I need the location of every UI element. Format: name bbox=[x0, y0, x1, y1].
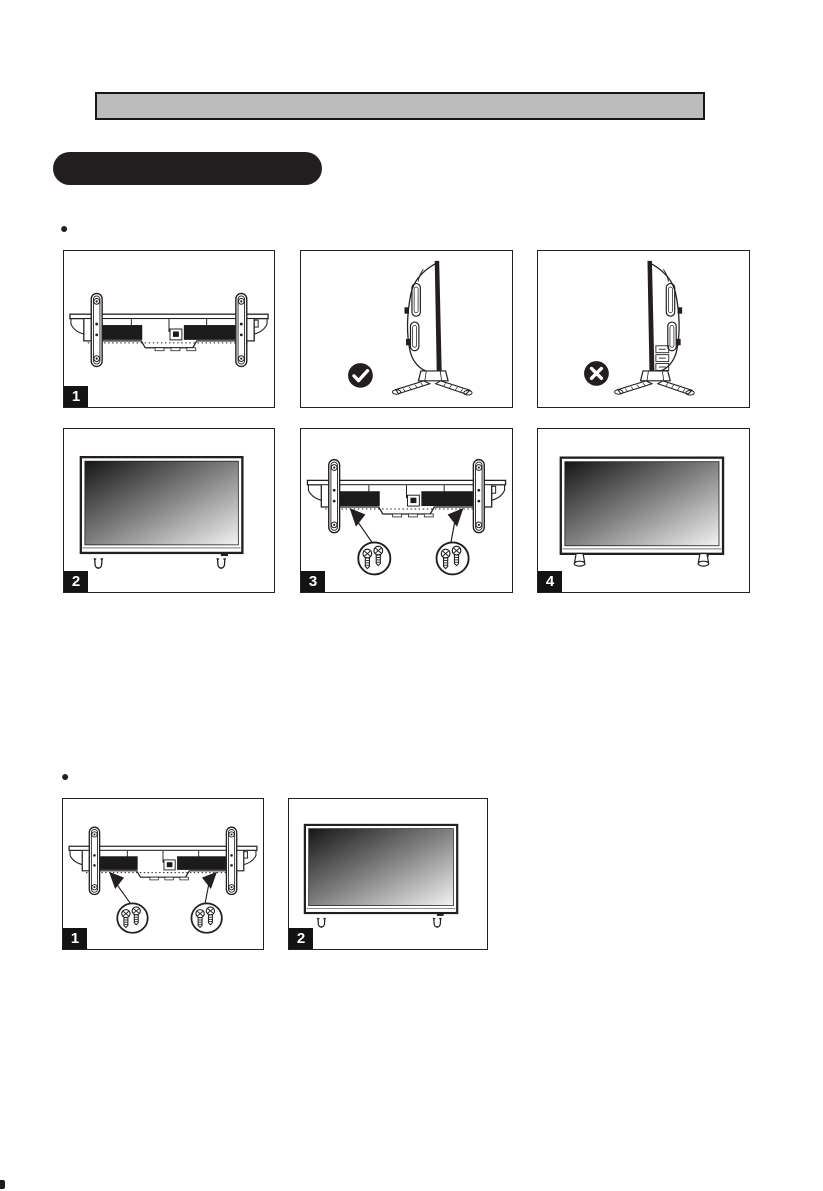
step-number-badge: 2 bbox=[289, 928, 313, 949]
section-header-bar bbox=[95, 92, 705, 120]
tv-front-feet-detached-illustration bbox=[64, 429, 274, 592]
tv-side-correct-illustration bbox=[301, 251, 512, 407]
panel-stand-correct bbox=[300, 250, 513, 408]
panel-stand-step-2 bbox=[63, 428, 275, 593]
tv-bottom-insert-screws-illustration bbox=[301, 429, 512, 592]
bullet-marker: ● bbox=[61, 768, 70, 784]
panel-stand-incorrect bbox=[537, 250, 750, 408]
tv-side-incorrect-illustration bbox=[538, 251, 749, 407]
cross-icon bbox=[584, 361, 609, 386]
tv-front-feet-attached-illustration bbox=[538, 429, 749, 592]
panel-stand-step-1 bbox=[63, 250, 275, 408]
tv-side-profile bbox=[392, 261, 472, 395]
check-icon bbox=[348, 363, 373, 388]
tv-bottom-view-illustration bbox=[64, 251, 274, 407]
step-number-badge: 1 bbox=[64, 386, 88, 407]
panel-removal-step-1 bbox=[62, 798, 264, 950]
bullet-marker: ● bbox=[60, 220, 69, 236]
tv-front-feet-detached-illustration bbox=[289, 799, 487, 949]
tv-side-profile-reversed bbox=[615, 261, 695, 395]
panel-stand-step-3 bbox=[300, 428, 513, 593]
step-number-badge: 4 bbox=[538, 571, 562, 592]
step-number-badge: 1 bbox=[63, 928, 87, 949]
section-title-pill bbox=[53, 152, 322, 185]
panel-stand-step-4 bbox=[537, 428, 750, 593]
step-number-badge: 2 bbox=[64, 571, 88, 592]
tv-bottom-remove-screws-illustration bbox=[63, 799, 263, 949]
print-artifact bbox=[0, 1180, 5, 1189]
step-number-badge: 3 bbox=[301, 571, 325, 592]
panel-removal-step-2 bbox=[288, 798, 488, 950]
